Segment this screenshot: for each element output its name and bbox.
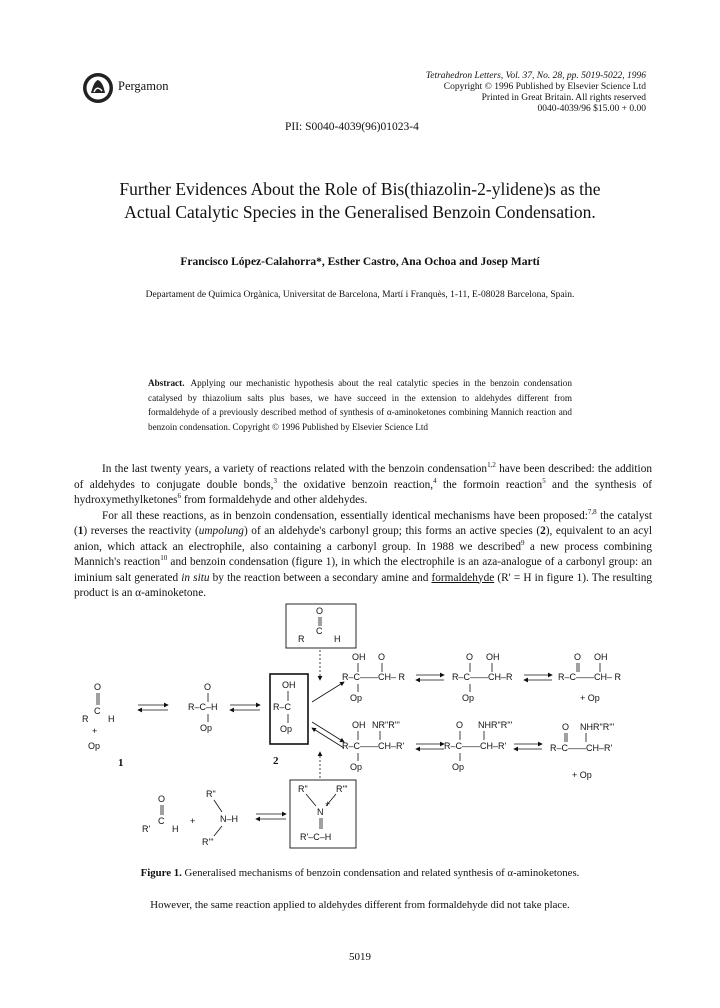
reference-sup: 4	[433, 476, 437, 485]
text-run: and the synthesis of hydroxymethylketones	[74, 478, 652, 506]
pergamon-logo-icon	[82, 72, 114, 104]
abstract-text: Applying our mechanistic hypothesis about the real catalytic species in the benzoin condensation catalysed by thiazolium salts plus bases, we have succeed in the extension to aldehydes different from formaldehyde of a previously described method of synthesis of α-aminoketones combining Mannich reaction and benzoin condensation. Copyright © 1996 Published by Elsevier Science Ltd	[148, 378, 572, 432]
text-run: ) of an aldehyde's carbonyl group; this forms an active species (	[243, 525, 541, 537]
atom-label: O	[158, 794, 166, 804]
text-run: For all these reactions, as in benzoin condensation, essentially identical mechanisms have been proposed:	[102, 509, 588, 522]
compound-number-2: 2	[273, 755, 279, 767]
atom-label: N	[317, 807, 324, 817]
atom-label: OH	[594, 652, 608, 662]
plus-charge: +	[325, 799, 331, 809]
atom-label: O	[466, 652, 474, 662]
atom-label: R"	[206, 789, 216, 799]
atom-label: C	[316, 626, 323, 636]
issn-line: 0040-4039/96 $15.00 + 0.00	[537, 104, 646, 114]
text-run: the formoin reaction	[436, 478, 543, 491]
atom-label: OH	[486, 652, 500, 662]
product-label: R–C——CH– R	[558, 672, 622, 682]
atom-label: O	[94, 682, 102, 692]
byproduct-label: + Op	[572, 770, 592, 780]
authors: Francisco López-Calahorra*, Esther Castro, Ana Ochoa and Josep Martí	[180, 256, 540, 268]
italic-term: in situ	[181, 571, 210, 584]
byproduct-label: + Op	[580, 693, 600, 703]
atom-label: O	[456, 720, 464, 730]
reference-sup: 1,2	[487, 461, 496, 470]
paragraph-2	[74, 509, 652, 602]
carbanion-label: R–C	[273, 702, 292, 712]
reference-sup: 6	[177, 492, 182, 501]
copyright-line: Copyright © 1996 Published by Elsevier Science Ltd	[443, 82, 646, 92]
intermediate-label: R–C——CH–R	[452, 672, 513, 682]
abstract-label: Abstract.	[148, 378, 185, 388]
intermediate-label: R–C——CH– R	[342, 672, 406, 682]
amine-label: N–H	[220, 814, 239, 824]
atom-label: O	[316, 606, 324, 616]
text-run: by the reaction between a secondary amine and	[209, 571, 432, 584]
italic-term: umpolung	[198, 525, 244, 537]
text-run: from formaldehyde and other aldehydes.	[181, 494, 368, 506]
text-run: In the last twenty years, a variety of reactions related with the benzoin condensation	[102, 463, 488, 475]
atom-label: NR"R'''	[372, 720, 400, 730]
continuing-text: However, the same reaction applied to aldehydes different from formaldehyde did not take place.	[150, 899, 570, 911]
plus-sign: +	[190, 816, 196, 826]
atom-label: O	[574, 652, 582, 662]
compound-number-1: 1	[118, 757, 124, 769]
text-run: (R' = H in figure 1). The resulting product is an α-aminoketone.	[74, 571, 653, 599]
printed-line: Printed in Great Britain. All rights reserved	[481, 93, 646, 103]
atom-label: Op	[350, 693, 363, 703]
atom-label: NHR"R'''	[580, 722, 615, 732]
reference-sup: 5	[542, 476, 546, 485]
text-run: the catalyst (	[74, 509, 652, 537]
atom-label: Op	[350, 762, 363, 772]
compound-ref: 2	[540, 525, 546, 537]
text-run: and benzoin condensation (figure 1), in which the electrophile is an aza-analogue of a carbonyl group: an iminium salt generated	[74, 556, 653, 584]
paragraph-1	[74, 462, 652, 509]
atom-label: Op	[280, 724, 293, 734]
underlined-term: formaldehyde	[431, 571, 495, 584]
abstract	[148, 376, 572, 434]
publisher-name: Pergamon	[118, 79, 169, 93]
body-text	[74, 462, 652, 602]
journal-reference: Tetrahedron Letters, Vol. 37, No. 28, pp. 5019-5022, 1996	[425, 71, 646, 81]
atom-label: OH	[352, 652, 366, 662]
product-label: R–C——CH–R'	[550, 743, 613, 753]
figure-caption	[60, 867, 660, 879]
text-run: a new process combining Mannich's reaction	[74, 540, 652, 568]
reference-sup: 10	[160, 554, 168, 563]
atom-label: Op	[462, 693, 475, 703]
atom-label: Op	[200, 723, 213, 733]
text-run: ) reverses the reactivity (	[83, 525, 199, 537]
page-number: 5019	[349, 951, 371, 963]
text-run: have been described: the addition of aldehydes to conjugate double bonds,	[74, 463, 652, 491]
compound-ref: 1	[77, 525, 84, 537]
atom-label: H	[334, 634, 341, 644]
atom-label: R"	[298, 784, 308, 794]
reference-sup: 9	[521, 538, 525, 547]
atom-label: C	[158, 816, 165, 826]
paper-title	[60, 178, 660, 224]
title-line-1: Further Evidences About the Role of Bis(thiazolin-2-ylidene)s as the	[119, 179, 601, 199]
atom-label: NHR"R'''	[478, 720, 513, 730]
plus-sign: +	[92, 726, 98, 736]
title-line-2: Actual Catalytic Species in the Generalised Benzoin Condensation.	[124, 202, 596, 222]
atom-label: O	[378, 652, 386, 662]
atom-label: R'''	[336, 784, 348, 794]
intermediate-label: R–C——CH–R'	[342, 741, 405, 751]
atom-label: R'	[142, 824, 151, 834]
atom-label: R	[298, 634, 305, 644]
atom-label: O	[204, 682, 212, 692]
catalyst-label: Op	[88, 741, 101, 751]
adduct-label: R–C–H	[188, 702, 218, 712]
reference-sup: 7,8	[587, 507, 597, 516]
atom-label: OH	[282, 680, 296, 690]
atom-label: H	[172, 824, 179, 834]
atom-label: OH	[352, 720, 366, 730]
atom-label: Op	[452, 762, 465, 772]
atom-label: R	[82, 714, 89, 724]
atom-label: O	[562, 722, 570, 732]
reference-sup: 3	[273, 476, 277, 485]
figure-label: Figure 1.	[140, 867, 182, 879]
text-run: ), equivalent to an acyl anion, which attack an electrophile, also containing a carbonyl group. In 1988 we described	[74, 525, 652, 553]
atom-label: C	[94, 706, 101, 716]
pii: PII: S0040-4039(96)01023-4	[285, 121, 419, 133]
atom-label: H	[108, 714, 115, 724]
affiliation: Departament de Química Orgànica, Universitat de Barcelona, Martí i Franquès, 1-11, E-08028 Barcelona, Spain.	[145, 290, 575, 300]
atom-label: R'''	[202, 837, 214, 847]
caption-text: Generalised mechanisms of benzoin condensation and related synthesis of α-aminoketones.	[184, 867, 580, 879]
reaction-scheme-figure	[80, 602, 660, 852]
text-run: the oxidative benzoin reaction,	[277, 478, 434, 491]
iminium-carbon-label: R'–C–H	[300, 832, 332, 842]
intermediate-label: R–C——CH–R'	[444, 741, 507, 751]
